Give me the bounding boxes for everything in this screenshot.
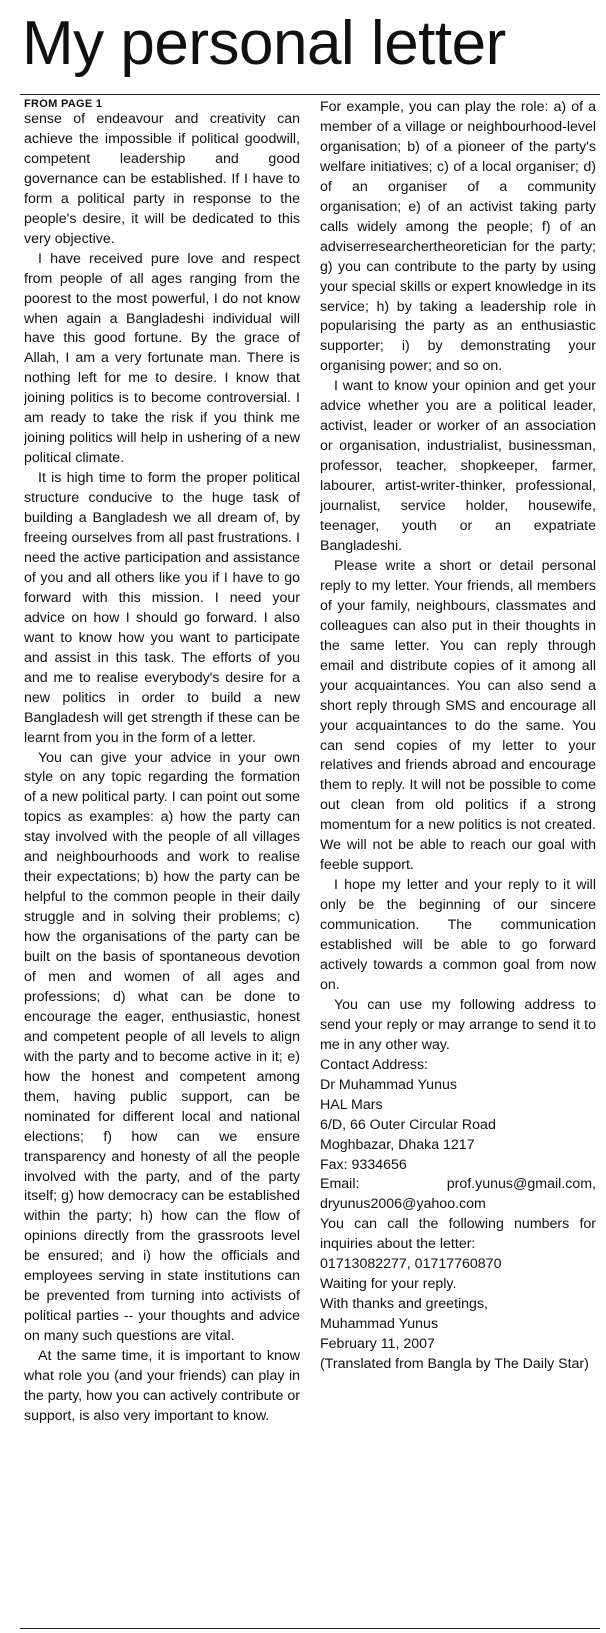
paragraph: It is high time to form the proper political structure conducive to the huge task of building a Bangladesh we all dream of, by freeing ourselves from all past frustrations. I need the active participation and assistance of you and all others like you if I have to go forward with this mission. I need your advice on how I should go forward. I also want to know how you want to participate and assist in this task. The efforts of you and me to realise everybody's desire for a new politics in order to build a new Bangladesh will get strength if these can be learnt from you in the form of a letter. <box>24 470 300 746</box>
paragraph: sense of endeavour and creativity can achieve the impossible if political goodwill, competent leadership and good governance can be established. If I have to form a political party in response to the people's desire, it will be dedicated to this very objective. <box>24 111 300 247</box>
paragraph: For example, you can play the role: a) of a member of a village or neighbourhood-level organisation; b) of a pioneer of the party's welfare initiatives; c) of a local organiser; d) of an organiser of a community organisation; e) of an activist taking party calls widely among the people; f) of an adviserresearchertheoretician for the party; g) you can contribute to the party by using your special skills or expert knowledge in its service; h) by taking a leadership role in popularising the party as an enthusiastic supporter; i) by demonstrating your organising power; and so on. <box>320 99 596 375</box>
paragraph: You can give your advice in your own style on any topic regarding the formation of a new political party. I can point out some topics as examples: a) how the party can stay involved with the people of all villages and neighbourhoods and work to realise their expectations; b) how the party can be helpful to the common people in their daily struggle and in solving their problems; c) how the organisations of the party can be built on the basis of spontaneous devotion of men and women of all ages and professions; d) what can be done to encourage the eager, enthusiastic, honest and competent people of all levels to align with the party and to become active in it; e) how the honest and competent among them, having public support, can be nominated for different local and national elections; f) how can we ensure transparency and honesty of all the people involved with the party, and of the party itself; g) how democracy can be established within the party; h) how can the flow of opinions directly from the grassroots level be ensured; and i) how the officials and employees serving in state institutions can be prevented from turning into activists of political parties -- your thoughts and advice on many such questions are vital. <box>24 749 300 1345</box>
contact-block <box>320 1056 596 1375</box>
closing-line: With thanks and greetings, <box>320 1296 488 1313</box>
paragraph: I hope my letter and your reply to it will only be the beginning of our sincere communication. The communication established will be able to go forward actively towards a common goal from now on. <box>320 877 596 993</box>
paragraph: I have received pure love and respect from people of all ages ranging from the poorest to the most powerful, I do not know when again a Bangladeshi individual will have this good fortune. By the grace of Allah, I am a very fortunate man. There is nothing left for me to desire. I know that joining politics is to become controversial. I am ready to take the risk if you think me joining politics will help in ushering of a new political climate. <box>24 250 300 467</box>
contact-label: Contact Address: <box>320 1056 429 1073</box>
contact-building: HAL Mars <box>320 1096 383 1113</box>
contact-street: 6/D, 66 Outer Circular Road <box>320 1116 496 1133</box>
contact-name: Dr Muhammad Yunus <box>320 1076 457 1093</box>
paragraph: Please write a short or detail personal reply to my letter. Your friends, all members of your family, neighbours, classmates and colleagues can also put in their thoughts in the same letter. You can reply through email and distribute copies of it among all your acquaintances. You can also send a short reply through SMS and encourage all your acquaintances to do the same. You can send copies of my letter to your relatives and friends abroad and encourage them to reply. It will not be possible to come out clean from old politics if a strong momentum for a new politics is not created. We will not be able to reach our goal with feeble support. <box>320 557 596 874</box>
headline: My personal letter <box>22 9 506 78</box>
signature: Muhammad Yunus <box>320 1316 439 1333</box>
contact-area: Moghbazar, Dhaka 1217 <box>320 1136 475 1153</box>
contact-email: Email: prof.yunus@gmail.com, <box>320 1176 596 1193</box>
waiting-line: Waiting for your reply. <box>320 1276 457 1293</box>
paragraph: At the same time, it is important to know what role you (and your friends) can play in the party, how you can actively contribute or support, is also very important to know. <box>24 1348 300 1424</box>
paragraph: You can use my following address to send your reply or may arrange to send it to me in any other way. <box>320 996 596 1053</box>
top-rule <box>20 94 600 95</box>
contact-phone-intro: You can call the following numbers for inquiries about the letter: <box>320 1216 596 1253</box>
bottom-rule <box>20 1628 600 1629</box>
right-column <box>320 98 596 1628</box>
paragraph: I want to know your opinion and get your advice whether you are a political leader, activist, leader or worker of an association or organisation, industrialist, businessman, professor, teacher, shopkeeper, farmer, labourer, artist-writer-thinker, professional, journalist, service holder, housewife, teenager, youth or an expatriate Bangladeshi. <box>320 378 596 554</box>
translation-note: (Translated from Bangla by The Daily Star) <box>320 1356 589 1373</box>
kicker: FROM PAGE 1 <box>24 98 103 110</box>
contact-fax: Fax: 9334656 <box>320 1156 407 1173</box>
letter-date: February 11, 2007 <box>320 1336 435 1353</box>
contact-email-alt: dryunus2006@yahoo.com <box>320 1196 486 1213</box>
left-column <box>24 98 300 1628</box>
contact-phones: 01713082277, 01717760870 <box>320 1256 502 1273</box>
